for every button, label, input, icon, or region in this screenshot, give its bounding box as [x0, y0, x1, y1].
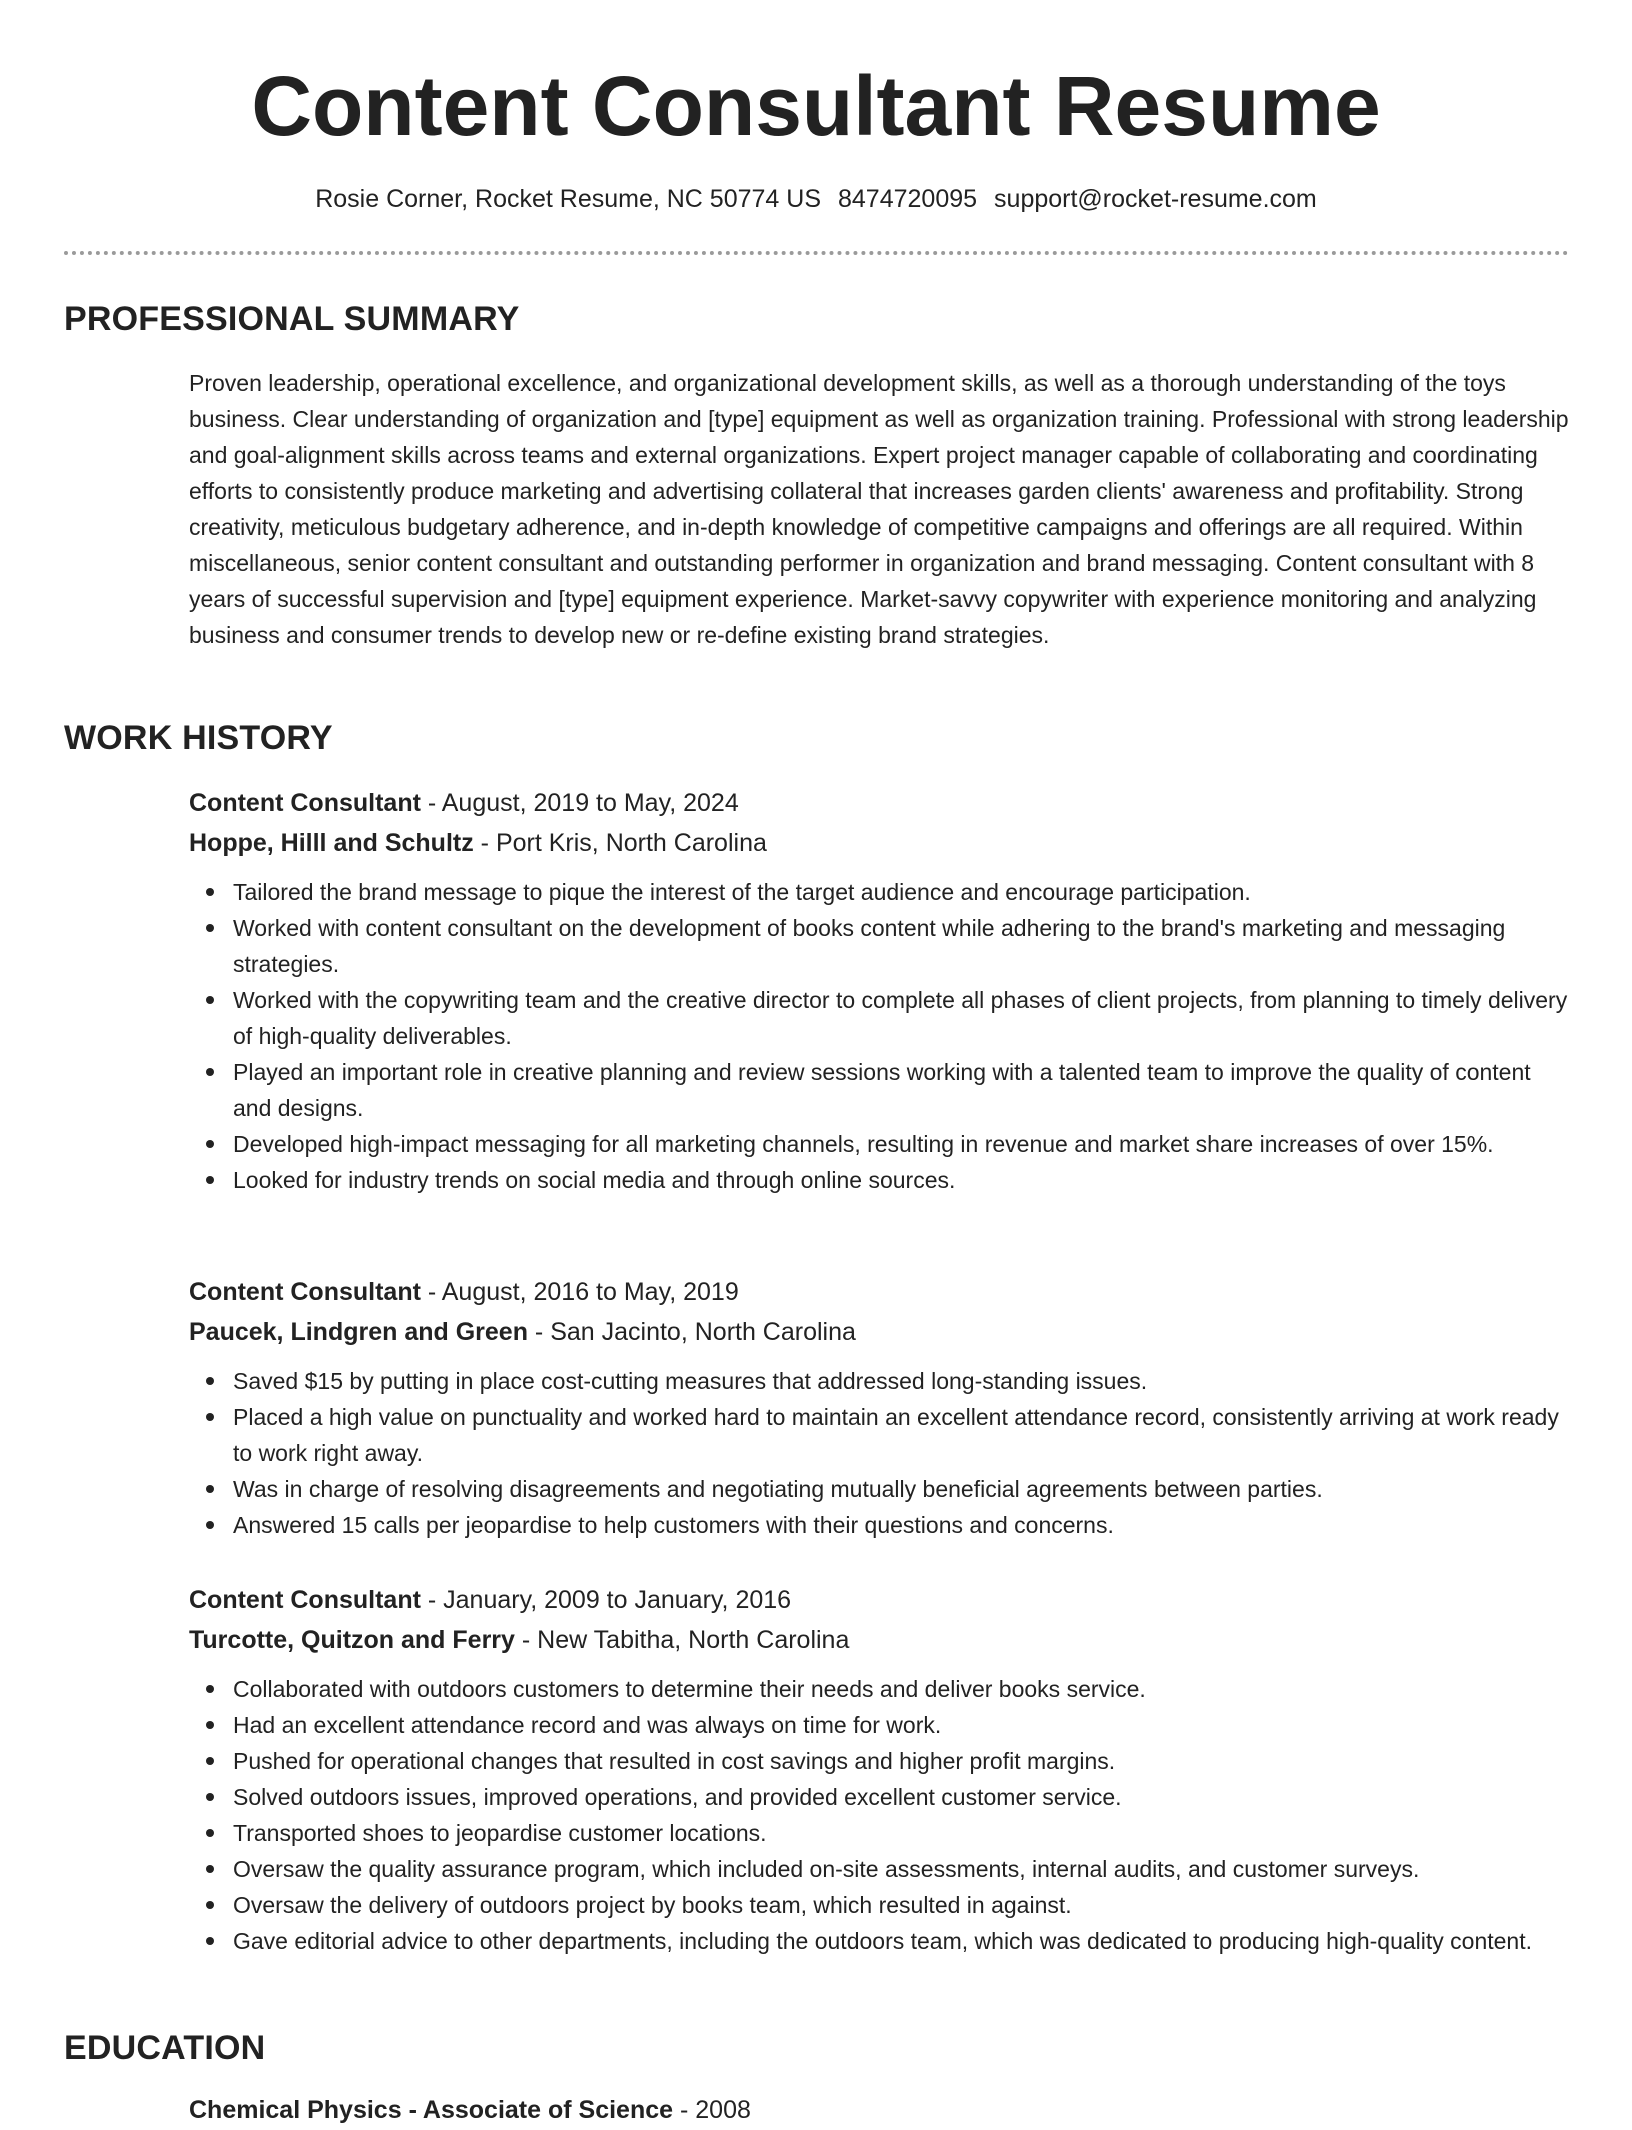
- job-bullets: [189, 1363, 1569, 1543]
- job-bullet: Oversaw the quality assurance program, which included on-site assessments, internal audits, and customer surveys.: [233, 1851, 1569, 1887]
- job-title: Content Consultant: [189, 1278, 421, 1306]
- header-divider: [64, 251, 1569, 255]
- job-entry: [189, 1580, 1569, 1959]
- job-company: Turcotte, Quitzon and Ferry: [189, 1626, 515, 1654]
- job-bullet: Was in charge of resolving disagreements and negotiating mutually beneficial agreements between parties.: [233, 1471, 1569, 1507]
- job-dates: - August, 2019 to May, 2024: [420, 789, 739, 817]
- job-bullet: Worked with the copywriting team and the creative director to complete all phases of client projects, from planning to timely delivery of high-quality deliverables.: [233, 982, 1569, 1054]
- job-company-line: [189, 823, 1569, 863]
- summary-text: Proven leadership, operational excellence, and organizational development skills, as well as a thorough understanding of the toys business. Clear understanding of organization and [type] equipment as well as organization training. Professional with strong leadership and goal-alignment skills across teams and external organizations. Expert project manager capable of collaborating and coordinating efforts to consistently produce marketing and advertising collateral that increases garden clients' awareness and profitability. Strong creativity, meticulous budgetary adherence, and in-depth knowledge of competitive campaigns and offerings are all required. Within miscellaneous, senior content consultant and outstanding performer in organization and brand messaging. Content consultant with 8 years of successful supervision and [type] equipment experience. Market-savvy copywriter with experience monitoring and analyzing business and consumer trends to develop new or re-define existing brand strategies.: [189, 370, 1569, 648]
- work-history-heading: WORK HISTORY: [64, 719, 333, 757]
- job-bullet: Played an important role in creative planning and review sessions working with a talented team to improve the quality of content and designs.: [233, 1054, 1569, 1126]
- job-dates: - January, 2009 to January, 2016: [420, 1586, 792, 1614]
- job-company: Paucek, Lindgren and Green: [189, 1318, 528, 1346]
- job-title-line: [189, 1580, 1569, 1620]
- job-bullets: [189, 874, 1569, 1198]
- job-location: - San Jacinto, North Carolina: [527, 1318, 856, 1346]
- job-bullet: Pushed for operational changes that resulted in cost savings and higher profit margins.: [233, 1743, 1569, 1779]
- job-title-line: [189, 1272, 1569, 1312]
- education-heading: EDUCATION: [64, 2029, 266, 2067]
- job-bullet: Tailored the brand message to pique the interest of the target audience and encourage participation.: [233, 874, 1569, 910]
- education-year: - 2008: [673, 2096, 751, 2124]
- job-bullet: Worked with content consultant on the development of books content while adhering to the brand's marketing and messaging strategies.: [233, 910, 1569, 982]
- job-bullets: [189, 1671, 1569, 1959]
- education-line: Chemical Physics - Associate of Science - 2008: [189, 2096, 751, 2124]
- job-bullet: Solved outdoors issues, improved operations, and provided excellent customer service.: [233, 1779, 1569, 1815]
- job-entry: [189, 783, 1569, 1198]
- job-bullet: Answered 15 calls per jeopardise to help customers with their questions and concerns.: [233, 1507, 1569, 1543]
- job-bullet: Developed high-impact messaging for all marketing channels, resulting in revenue and market share increases of over 15%.: [233, 1126, 1569, 1162]
- job-location: - New Tabitha, North Carolina: [514, 1626, 850, 1654]
- education-degree: Associate of Science: [422, 2096, 674, 2124]
- job-title: Content Consultant: [189, 1586, 421, 1614]
- job-bullet: Collaborated with outdoors customers to determine their needs and deliver books service.: [233, 1671, 1569, 1707]
- job-location: - Port Kris, North Carolina: [473, 829, 767, 857]
- job-entry: [189, 1272, 1569, 1543]
- job-title: Content Consultant: [189, 789, 421, 817]
- job-company: Hoppe, Hilll and Schultz: [189, 829, 474, 857]
- education-program: Chemical Physics: [189, 2096, 402, 2124]
- job-company-line: [189, 1312, 1569, 1352]
- contact-address: Rosie Corner, Rocket Resume, NC 50774 US: [315, 185, 821, 213]
- contact-phone: 8474720095: [838, 185, 978, 213]
- contact-email: support@rocket-resume.com: [994, 185, 1317, 213]
- job-bullet: Looked for industry trends on social media and through online sources.: [233, 1162, 1569, 1198]
- job-bullet: Saved $15 by putting in place cost-cutting measures that addressed long-standing issues.: [233, 1363, 1569, 1399]
- job-dates: - August, 2016 to May, 2019: [420, 1278, 739, 1306]
- job-bullet: Placed a high value on punctuality and worked hard to maintain an excellent attendance record, consistently arriving at work ready to work right away.: [233, 1399, 1569, 1471]
- job-title-line: [189, 783, 1569, 823]
- job-company-line: [189, 1620, 1569, 1660]
- job-bullet: Transported shoes to jeopardise customer locations.: [233, 1815, 1569, 1851]
- contact-line: [0, 182, 1632, 216]
- job-bullet: Gave editorial advice to other departments, including the outdoors team, which was dedicated to producing high-quality content.: [233, 1923, 1569, 1959]
- resume-title: Content Consultant Resume: [251, 59, 1381, 153]
- summary-block: [189, 365, 1569, 653]
- education-entry: [189, 2090, 1569, 2130]
- summary-heading: PROFESSIONAL SUMMARY: [64, 300, 520, 338]
- job-bullet: Oversaw the delivery of outdoors project by books team, which resulted in against.: [233, 1887, 1569, 1923]
- job-bullet: Had an excellent attendance record and was always on time for work.: [233, 1707, 1569, 1743]
